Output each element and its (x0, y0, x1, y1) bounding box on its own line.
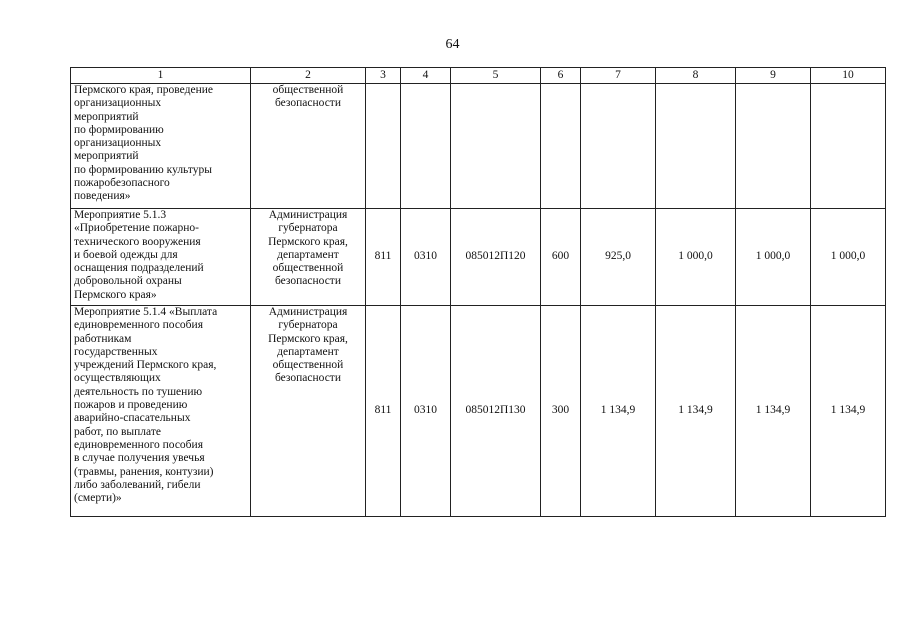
cell: 600 (541, 209, 581, 306)
cell (401, 84, 451, 209)
column-header: 5 (451, 68, 541, 84)
cell: 811 (366, 306, 401, 517)
cell: 1 134,9 (736, 306, 811, 517)
cell: 1 000,0 (736, 209, 811, 306)
cell (581, 84, 656, 209)
cell: 1 000,0 (656, 209, 736, 306)
cell: 1 134,9 (656, 306, 736, 517)
column-header: 1 (71, 68, 251, 84)
activity-cell: Мероприятие 5.1.4 «Выплата единовременного пособия работникам государственных учреждений Пермского края, осуществляющих деятельность по тушению пожаров и проведению аварийно-спасательных работ, по выплате единовременного пособия в случае получения увечья (травмы, ранения, контузии) либо заболеваний, гибели (смерти)» (71, 306, 251, 517)
column-header: 2 (251, 68, 366, 84)
column-header: 6 (541, 68, 581, 84)
cell: 1 134,9 (811, 306, 886, 517)
cell (451, 84, 541, 209)
table-row (71, 306, 886, 517)
activity-cell: Мероприятие 5.1.3 «Приобретение пожарно- технического вооружения и боевой одежды для оснащения подразделений добровольной охраны Пермского края» (71, 209, 251, 306)
budget-table (70, 67, 886, 517)
column-header: 8 (656, 68, 736, 84)
table-row (71, 84, 886, 209)
responsible-cell: Администрация губернатора Пермского края, департамент общественной безопасности (251, 209, 366, 306)
cell: 085012П120 (451, 209, 541, 306)
responsible-cell: общественной безопасности (251, 84, 366, 209)
cell (811, 84, 886, 209)
page-number: 64 (445, 37, 460, 52)
cell: 1 000,0 (811, 209, 886, 306)
cell: 0310 (401, 306, 451, 517)
activity-cell: Пермского края, проведение организационных мероприятий по формированию организационных мероприятий по формированию культуры пожаробезопасного поведения» (71, 84, 251, 209)
table-row (71, 209, 886, 306)
column-header: 7 (581, 68, 656, 84)
header-row (71, 68, 886, 84)
column-header: 10 (811, 68, 886, 84)
cell: 0310 (401, 209, 451, 306)
column-header: 3 (366, 68, 401, 84)
cell: 811 (366, 209, 401, 306)
column-header: 4 (401, 68, 451, 84)
cell (541, 84, 581, 209)
cell (736, 84, 811, 209)
responsible-cell: Администрация губернатора Пермского края, департамент общественной безопасности (251, 306, 366, 517)
cell: 925,0 (581, 209, 656, 306)
cell: 085012П130 (451, 306, 541, 517)
cell: 300 (541, 306, 581, 517)
cell (366, 84, 401, 209)
column-header: 9 (736, 68, 811, 84)
cell (656, 84, 736, 209)
cell: 1 134,9 (581, 306, 656, 517)
